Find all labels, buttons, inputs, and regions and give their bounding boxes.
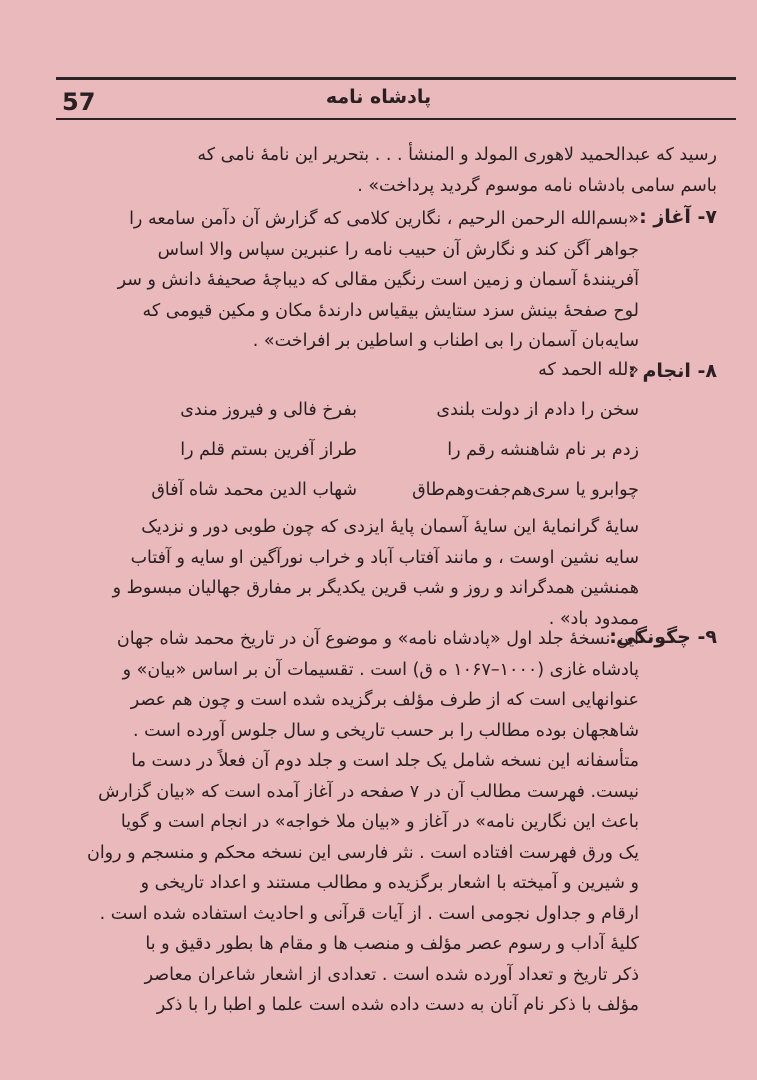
section-9-label: ۹- چگونگی: (609, 626, 717, 648)
verse-hemistich-left: شهاب الدین محمد شاه آفاق (151, 480, 357, 500)
running-header-title: پادشاه نامه (325, 86, 432, 108)
text-line: این نسخهٔ جلد اول «پادشاه نامه» و موضوع آن در تاریخ محمد شاه جهان (116, 629, 639, 649)
page-number: 57 (62, 88, 96, 116)
header-bottom-rule (56, 118, 736, 120)
verse-hemistich-right: چوابرو یا سری‌هم‌جفت‌وهم‌طاق (412, 480, 639, 500)
text-line: رسید که عبدالحمید لاهوری المولد و المنشأ . . . بتحریر این نامهٔ نامی که (197, 145, 717, 165)
intro-paragraph (67, 140, 717, 201)
text-line: متأسفانه این نسخه شامل یک جلد است و جلد دوم آن فعلاً در دست ما (131, 751, 639, 771)
verse-hemistich-right: سخن را دادم از دولت بلندی (436, 400, 639, 420)
text-line: عنوانهایی است که از طرف مؤلف برگزیده شده است و چون هم عصر (130, 690, 639, 710)
text-line: سایه‌بان آسمان را بی اطناب و اساطین بر افراخت» . (252, 331, 639, 351)
section-7-label: ۷- آغاز : (639, 206, 717, 228)
text-line: باعث این نگارین نامه» در آغاز و «بیان ملا خواجه» در انجام است و گویا (120, 812, 639, 832)
text-line: کلیهٔ آداب و رسوم عصر مؤلف و منصب ها و مقام ها بطور دقیق و با (145, 934, 639, 954)
text-line: نیست. فهرست مطالب آن در ۷ صفحه در آغاز آمده است که «بیان گزارش (98, 781, 639, 802)
text-line: مؤلف با ذکر نام آنان به دست داده شده است علما و اطبا را با ذکر (156, 995, 639, 1015)
text-line: ذکر تاریخ و تعداد آورده شده است . تعدادی از اشعار شاعران معاصر (144, 964, 639, 985)
text-line: آفرینندهٔ آسمان و زمین است رنگین مقالی که دیباچهٔ صحیفهٔ دانش و سر (117, 270, 639, 290)
text-line: پادشاه غازی (۱۰۰۰–۱۰۶۷ ه ق) است . تقسیمات آن بر اساس «بیان» و (122, 659, 639, 680)
text-line: باسم سامی بادشاه نامه موسوم گردید پرداخت» . (357, 175, 717, 196)
text-line: ارقام و جداول نجومی است . از آیات قرآنی و احادیث استفاده شده است . (99, 903, 639, 924)
section-8-text (49, 512, 639, 634)
text-line: سایه نشین اوست ، و مانند آفتاب آباد و خراب نورآگین او سایه و آفتاب (130, 547, 639, 568)
verse-hemistich-left: طراز آفرین بستم قلم را (180, 440, 357, 460)
text-line: سایهٔ گرانمایهٔ این سایهٔ آسمان پایهٔ ایزدی که چون طوبی دور و نزدیک (141, 517, 639, 537)
section-7-text (49, 204, 639, 357)
section-8-label: ۸- انجام : (628, 360, 717, 382)
text-line: شاهجهان بوده مطالب را بر حسب تاریخی و سال جلوس آورده است . (132, 720, 639, 741)
text-line: همنشین همدگراند و روز و شب قرین یکدیگر بر مفارق جهالیان مبسوط و (112, 578, 639, 598)
section-9-text (49, 624, 639, 1021)
text-line: «بسم‌الله الرحمن الرحیم ، نگارین کلامی که گزارش آن دآمن سامعه را (129, 209, 639, 229)
text-line: جواهر آگن کند و نگارش آن حبیب نامه را عنبرین سپاس والا اساس (157, 239, 639, 260)
text-line: ممدود باد» . (548, 608, 639, 629)
text-line: و شیرین و آمیخته با اشعار برگزیده و مطالب مستند و اعداد تاریخی و (140, 873, 639, 893)
verse-hemistich-left: بفرخ فالی و فیروز مندی (180, 400, 357, 420)
text-line: لوح صفحهٔ بینش سزد ستایش بیقیاس دارندهٔ مکان و مکین قیومی که (142, 300, 639, 321)
section-8-opening: «لله الحمد که (538, 360, 639, 380)
verse-hemistich-right: زدم بر نام شاهنشه رقم را (447, 440, 639, 460)
text-line: یک ورق فهرست افتاده است . نثر فارسی این نسخه محکم و منسجم و روان (86, 842, 639, 863)
header-top-rule (56, 77, 736, 80)
